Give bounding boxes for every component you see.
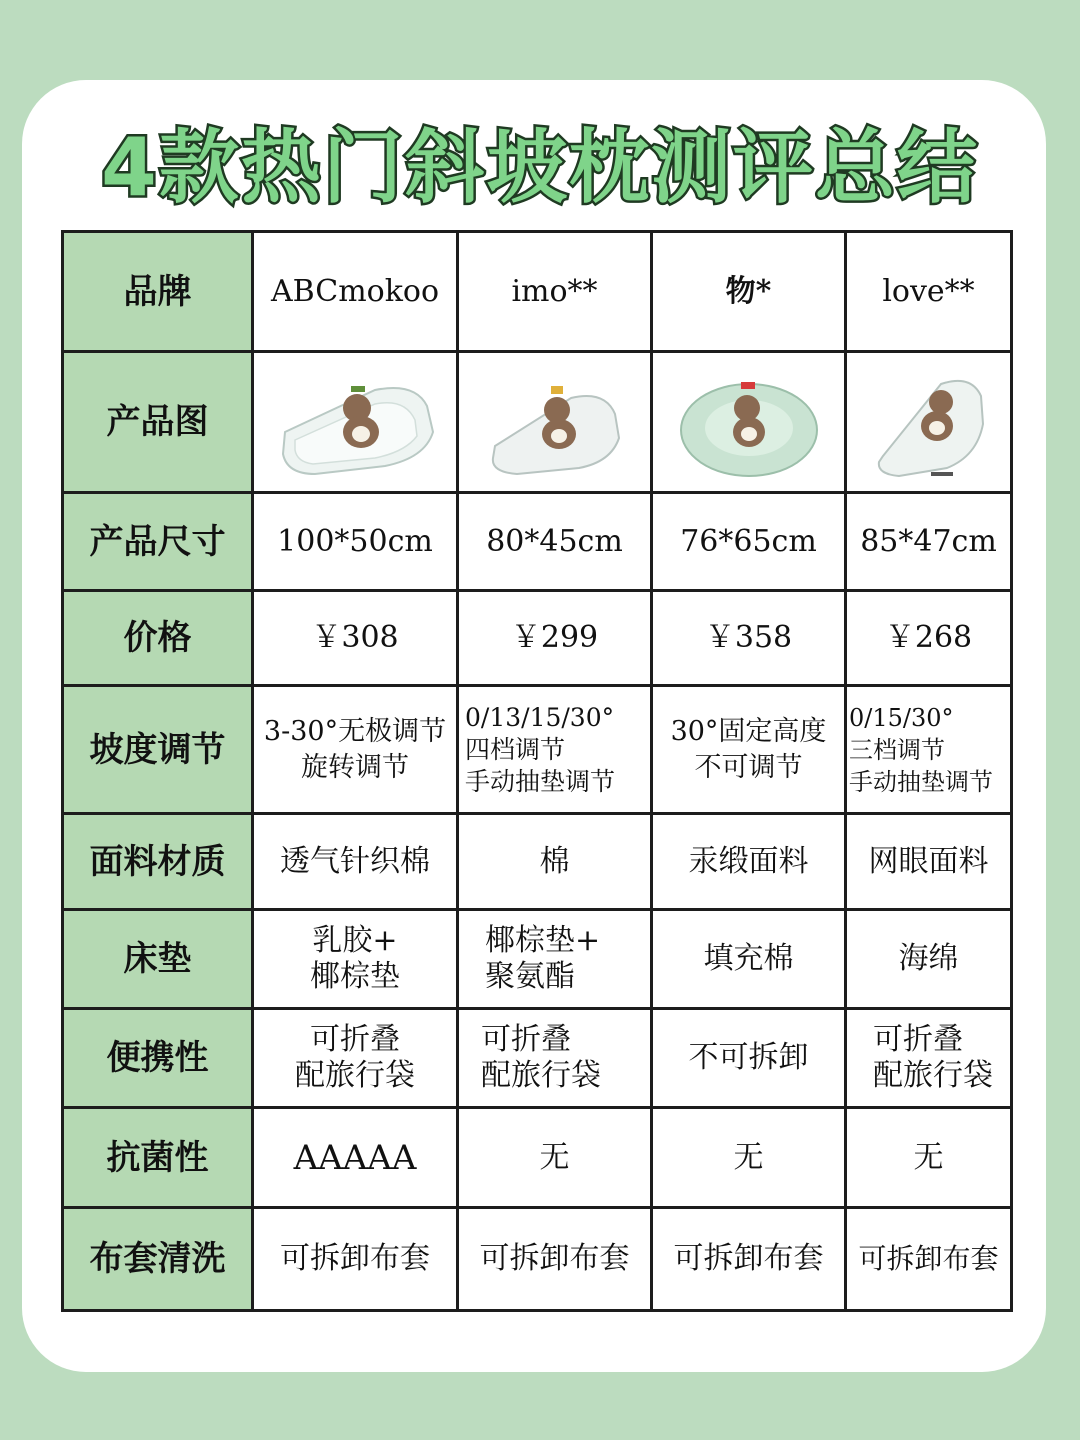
washing-cell: 可拆卸布套	[652, 1208, 846, 1311]
slope-cell	[846, 686, 1012, 814]
washing-cell: 可拆卸布套	[253, 1208, 458, 1311]
mattress-line: 椰棕垫	[310, 959, 400, 994]
row-label-antibacterial: 抗菌性	[63, 1108, 253, 1208]
size-cell: 100*50cm	[253, 493, 458, 591]
slope-cell	[458, 686, 652, 814]
round-nest-with-bear-icon	[669, 362, 829, 482]
brand-cell: 物*	[652, 232, 846, 352]
product-image-cell	[652, 352, 846, 493]
table-row-portability	[63, 1009, 1012, 1108]
price-cell: ￥299	[458, 591, 652, 686]
row-label-washing: 布套清洗	[63, 1208, 253, 1311]
slope-line: 3-30°无极调节	[263, 715, 447, 747]
row-label-image: 产品图	[63, 352, 253, 493]
price-cell: ￥308	[253, 591, 458, 686]
antibacterial-cell: 无	[846, 1108, 1012, 1208]
slope-line: 手动抽垫调节	[465, 766, 616, 796]
mattress-line: 椰棕垫+	[485, 923, 601, 958]
product-image-cell	[846, 352, 1012, 493]
page-title: 4款热门斜坡枕测评总结	[101, 121, 979, 214]
portability-cell	[846, 1009, 1012, 1108]
table-row-mattress	[63, 910, 1012, 1009]
fabric-cell: 棉	[458, 814, 652, 910]
size-cell: 85*47cm	[846, 493, 1012, 591]
size-cell: 80*45cm	[458, 493, 652, 591]
slope-line: 0/15/30°	[849, 703, 954, 732]
row-label-price: 价格	[63, 591, 253, 686]
mattress-line: 乳胶+	[312, 923, 398, 958]
antibacterial-cell: 无	[652, 1108, 846, 1208]
slope-cell	[253, 686, 458, 814]
antibacterial-cell: AAAAA	[253, 1108, 458, 1208]
table-row-brand	[63, 232, 1012, 352]
slope-line: 不可调节	[694, 751, 803, 783]
fabric-cell: 网眼面料	[846, 814, 1012, 910]
slope-line: 30°固定高度	[670, 715, 827, 747]
product-image-cell	[253, 352, 458, 493]
portability-line: 配旅行袋	[873, 1058, 993, 1093]
antibacterial-cell: 无	[458, 1108, 652, 1208]
row-label-slope: 坡度调节	[63, 686, 253, 814]
cot-with-bear-icon	[859, 360, 999, 484]
portability-line: 配旅行袋	[481, 1058, 601, 1093]
fabric-cell: 透气针织棉	[253, 814, 458, 910]
fabric-cell: 汞缎面料	[652, 814, 846, 910]
size-cell: 76*65cm	[652, 493, 846, 591]
mattress-line: 聚氨酯	[485, 959, 575, 994]
table-row-size	[63, 493, 1012, 591]
table-row-slope	[63, 686, 1012, 814]
slope-line: 手动抽垫调节	[849, 767, 993, 796]
table-row-washing	[63, 1208, 1012, 1311]
mattress-cell	[846, 910, 1012, 1009]
mattress-cell	[458, 910, 652, 1009]
portability-line: 不可拆卸	[688, 1040, 809, 1075]
table-row-fabric	[63, 814, 1012, 910]
slope-cell	[652, 686, 846, 814]
mattress-cell	[253, 910, 458, 1009]
brand-cell: imo**	[458, 232, 652, 352]
table-row-image	[63, 352, 1012, 493]
portability-cell	[458, 1009, 652, 1108]
washing-cell: 可拆卸布套	[458, 1208, 652, 1311]
table-row-price	[63, 591, 1012, 686]
mattress-line: 填充棉	[703, 941, 794, 976]
brand-cell: ABCmokoo	[253, 232, 458, 352]
mattress-cell	[652, 910, 846, 1009]
comparison-table	[61, 230, 1013, 1312]
brand-cell: love**	[846, 232, 1012, 352]
price-cell: ￥268	[846, 591, 1012, 686]
portability-line: 配旅行袋	[295, 1058, 415, 1093]
price-cell: ￥358	[652, 591, 846, 686]
row-label-mattress: 床垫	[63, 910, 253, 1009]
portability-line: 可折叠	[873, 1022, 963, 1057]
cot-with-bear-icon	[475, 362, 635, 482]
row-label-size: 产品尺寸	[63, 493, 253, 591]
row-label-fabric: 面料材质	[63, 814, 253, 910]
slope-line: 四档调节	[465, 734, 566, 764]
slope-line: 旋转调节	[301, 751, 409, 783]
portability-line: 可折叠	[481, 1022, 571, 1057]
portability-cell	[652, 1009, 846, 1108]
slope-line: 三档调节	[849, 735, 945, 764]
cot-with-bear-icon	[265, 362, 445, 482]
mattress-line: 海绵	[898, 941, 959, 976]
washing-cell: 可拆卸布套	[846, 1208, 1012, 1311]
product-image-cell	[458, 352, 652, 493]
slope-line: 0/13/15/30°	[465, 702, 615, 732]
portability-line: 可折叠	[310, 1022, 400, 1057]
row-label-brand: 品牌	[63, 232, 253, 352]
table-row-antibacterial	[63, 1108, 1012, 1208]
row-label-portability: 便携性	[63, 1009, 253, 1108]
portability-cell	[253, 1009, 458, 1108]
